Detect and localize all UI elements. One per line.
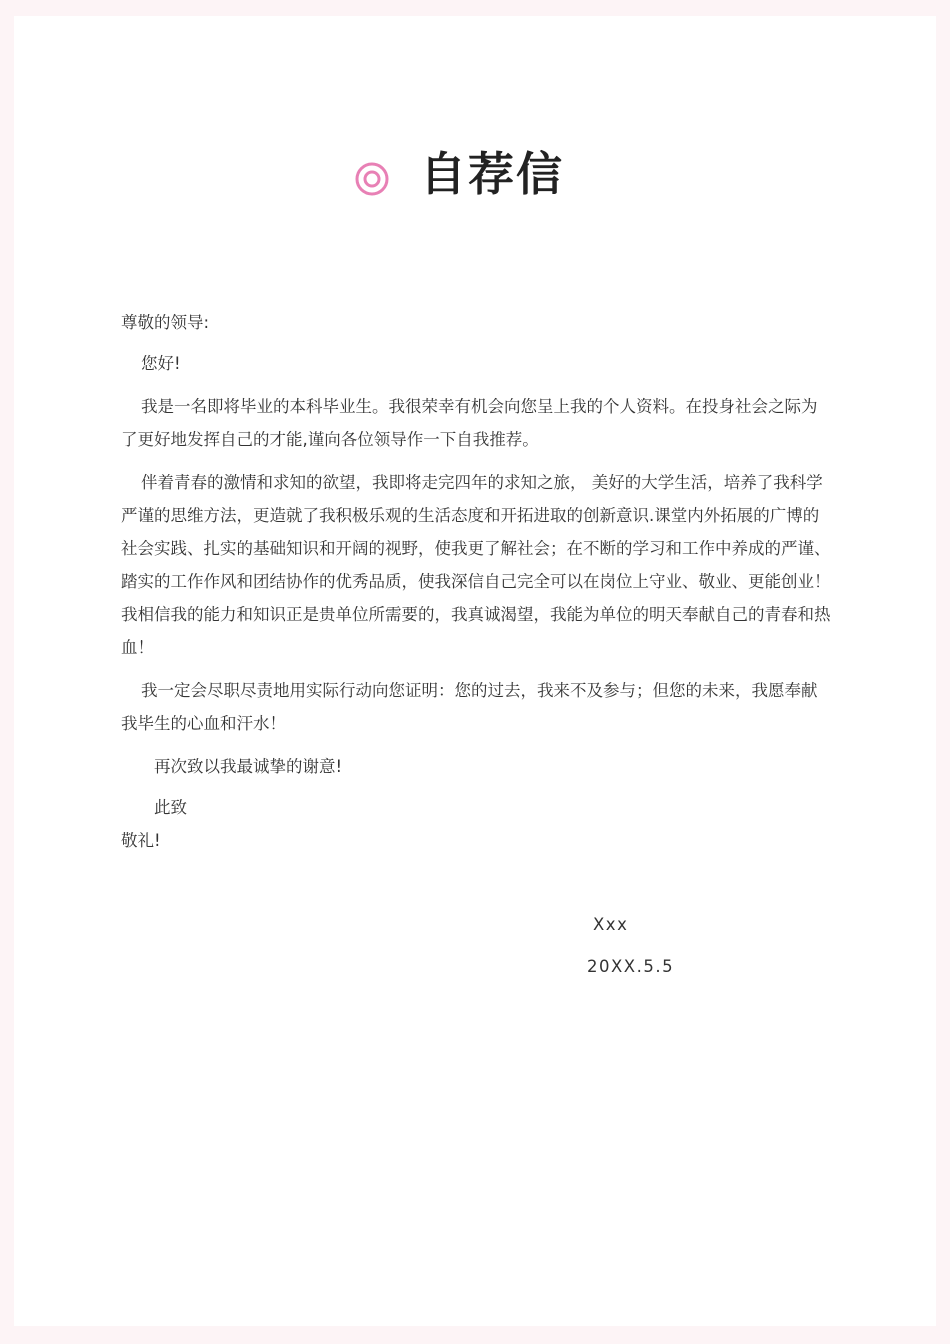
letter-body [121,306,833,857]
signature-date: 20XX.5.5 [587,957,675,976]
letter-page [14,16,936,1326]
signature-name: Xxx [593,915,629,934]
page-title: 自荐信 [420,147,564,201]
closing-line-1: 此致 [154,798,187,817]
target-circle-icon [354,161,390,197]
paragraph-3: 我一定会尽职尽责地用实际行动向您证明：您的过去，我来不及参与；但您的未来，我愿奉献我毕生的心血和汗水！ [121,681,818,733]
closing-line-2: 敬礼! [121,831,161,850]
thanks-line: 再次致以我最诚挚的谢意! [154,757,343,776]
paragraph-2: 伴着青春的激情和求知的欲望，我即将走完四年的求知之旅， 美好的大学生活，培养了我科学严谨的思维方法，更造就了我积极乐观的生活态度和开拓进取的创新意识.课堂内外拓展的广博的社会实践、扎实的基础知识和开阔的视野，使我更了解社会；在不断的学习和工作中养成的严谨、踏实的工作作风和团结协作的优秀品质，使我深信自己完全可以在岗位上守业、敬业、更能创业！我相信我的能力和知识正是贵单位所需要的，我真诚渴望，我能为单位的明天奉献自己的青春和热血！ [121,473,831,657]
salutation: 尊敬的领导: [121,313,210,332]
title-row [354,142,564,206]
paragraph-1: 我是一名即将毕业的本科毕业生。我很荣幸有机会向您呈上我的个人资料。在投身社会之际为了更好地发挥自己的才能,谨向各位领导作一下自我推荐。 [121,397,818,449]
greeting: 您好! [141,354,181,373]
